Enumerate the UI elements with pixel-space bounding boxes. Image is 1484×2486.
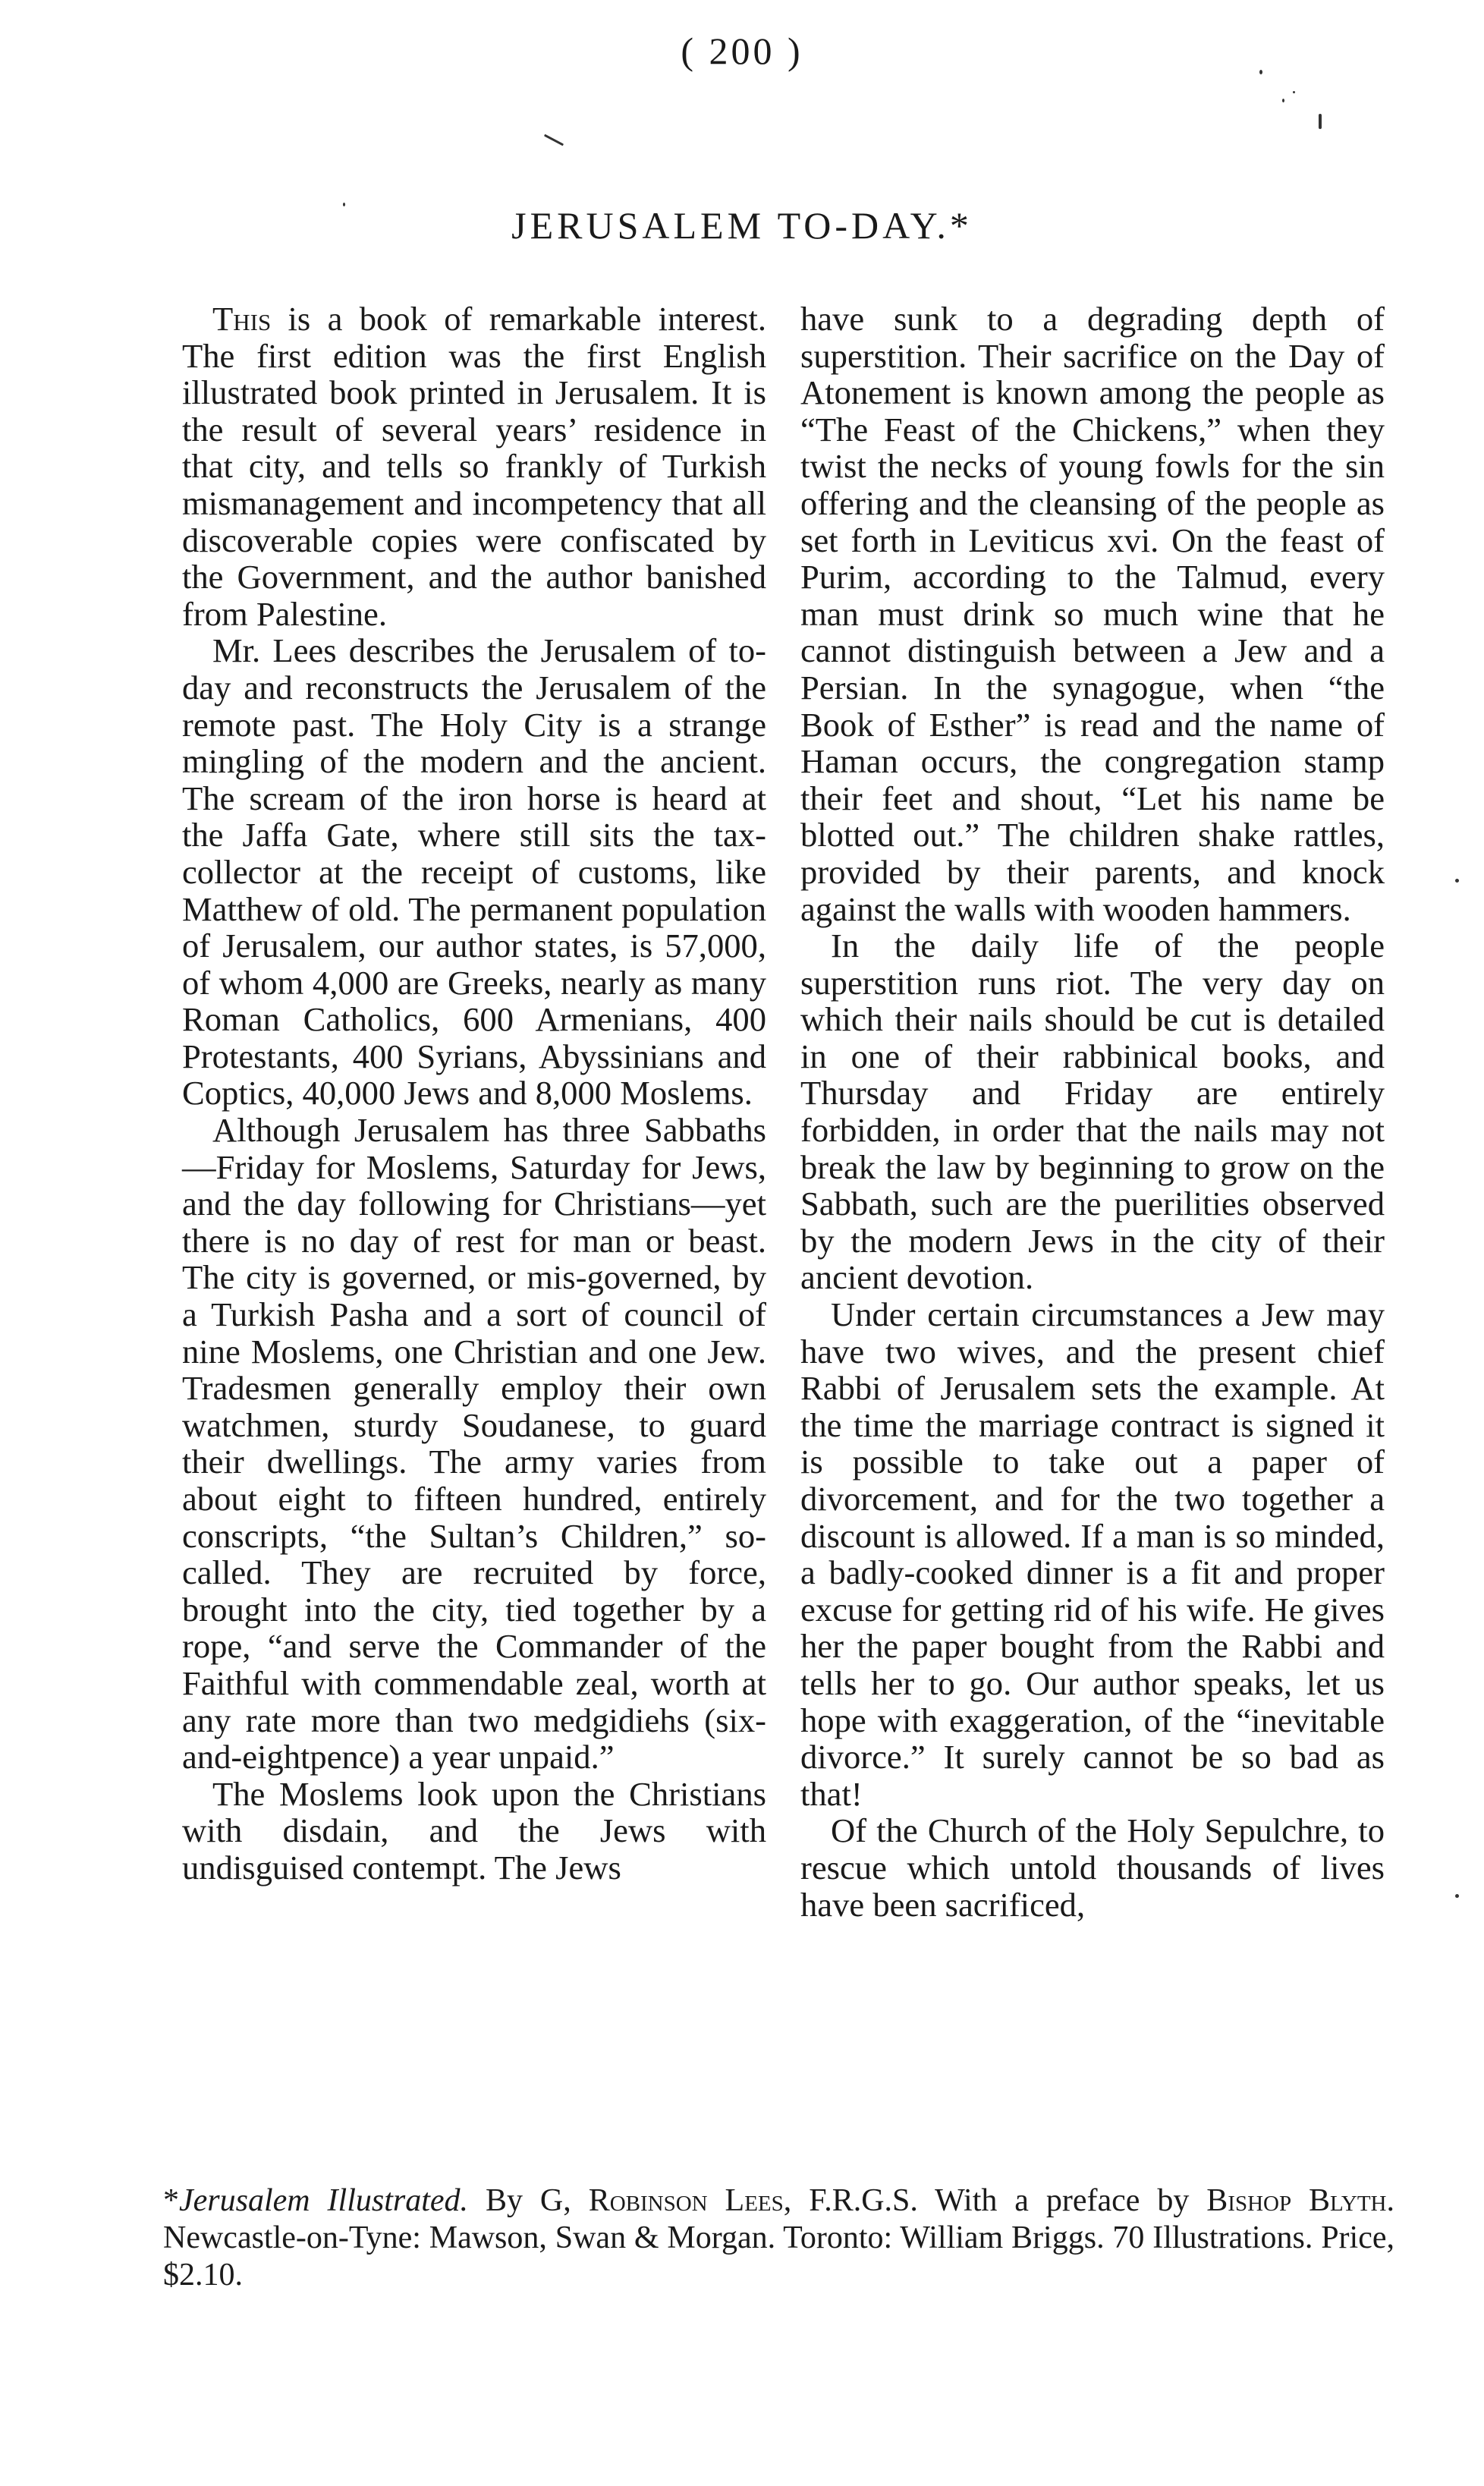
paragraph: Under certain circumstances a Jew may have two wives, and the present chief Rabbi of Jerusalem sets the example. At the time the marriage contract is signed it is possible to take out a paper of divorcement, and for the two together a discount is allowed. If a man is so minded, a badly-cooked dinner is a fit and proper excuse for getting rid of his wife. He gives her the paper bought from the Rabbi and tells her to go. Our author speaks, let us hope with exaggeration, of the “inevitable divorce.” It surely cannot be so bad as that! bbox=[800, 1295, 1385, 1813]
footnote-text: , F.R.G.S. With a preface by bbox=[783, 2183, 1207, 2218]
footnote-preface-author: Bishop Blyth bbox=[1206, 2183, 1387, 2218]
paragraph-text: is a book of remarkable interest. The first edition was the first English illustrated book printed in Jerusalem. It is the result of several years’ residence in that city, and tells so frankly of Turkish mismanagement and incompetency that all discoverable copies were confiscated by the Government, and the author banished from Palestine. bbox=[182, 300, 766, 633]
paragraph: Although Jerusalem has three Sabbaths—Friday for Moslems, Saturday for Jews, and the day following for Christians—yet there is no day of rest for man or beast. The city is governed, or mis-governed, by a Turkish Pasha and a sort of council of nine Moslems, one Christian and one Jew. Tradesmen generally employ their own watchmen, sturdy Soudanese, to guard their dwellings. The army varies from about eight to fifteen hundred, entirely conscripts, “the Sultan’s Children,” so-called. They are recruited by force, brought into the city, tied together by a rope, “and serve the Commander of the Faithful with commendable zeal, worth at any rate more than two medgidiehs (six-and-eightpence) a year unpaid.” bbox=[182, 1111, 766, 1776]
footnote-author: Robinson Lees bbox=[588, 2183, 784, 2218]
paragraph: In the daily life of the people superstition runs riot. The very day on which their nails should be cut is detailed in one of their rabbinical books, and Thursday and Friday are entirely forbidden, in order that the nails may not break the law by beginning to grow on the Sabbath, such are the puerilities observed by the modern Jews in the city of their ancient devotion. bbox=[800, 927, 1385, 1297]
left-column bbox=[182, 301, 766, 1887]
scan-speck bbox=[1293, 91, 1295, 93]
right-column bbox=[800, 301, 1385, 1923]
article-title: JERUSALEM TO-DAY.* bbox=[511, 204, 973, 247]
paragraph: The Moslems look upon the Christians with disdain, and the Jews with undisguised contempt. The Jews bbox=[182, 1774, 766, 1887]
scan-speck bbox=[1455, 1894, 1459, 1898]
footnote-marker: * bbox=[163, 2183, 179, 2218]
paragraph: Mr. Lees describes the Jerusalem of to-day and reconstructs the Jerusalem of the remote past. The Holy City is a strange mingling of the modern and the ancient. The scream of the iron horse is heard at the Jaffa Gate, where still sits the tax-collector at the receipt of customs, like Matthew of old. The permanent population of Jerusalem, our author states, is 57,000, of whom 4,000 are Greeks, nearly as many Roman Catholics, 600 Armenians, 400 Protestants, 400 Syrians, Abyssinians and Coptics, 40,000 Jews and 8,000 Moslems. bbox=[182, 631, 766, 1112]
scan-speck bbox=[343, 203, 345, 206]
paragraph-lead-word: This bbox=[212, 300, 272, 338]
scan-speck bbox=[1319, 114, 1322, 129]
footnote bbox=[163, 2182, 1394, 2294]
scan-speck bbox=[1259, 70, 1262, 74]
footnote-book-title: Jerusalem Illustrated. bbox=[179, 2183, 469, 2218]
paragraph bbox=[182, 301, 766, 632]
paragraph: Of the Church of the Holy Sepulchre, to rescue which untold thousands of lives have been sacrificed, bbox=[800, 1811, 1385, 1924]
footnote-text: By G, bbox=[468, 2183, 589, 2218]
paragraph-continued: have sunk to a degrading depth of superstition. Their sacrifice on the Day of Atonement is known among the people as “The Feast of the Chickens,” when they twist the necks of young fowls for the sin offering and the cleansing of the people as set forth in Leviticus xvi. On the feast of Purim, according to the Talmud, every man must drink so much wine that he cannot distinguish between a Jew and a Persian. In the synagogue, when “the Book of Esther” is read and the name of Haman occurs, the congregation stamp their feet and shout, “Let his name be blotted out.” The children shake rattles, provided by their parents, and knock against the walls with wooden hammers. bbox=[800, 300, 1385, 928]
scan-speck bbox=[544, 134, 564, 146]
scan-speck bbox=[1455, 879, 1459, 883]
page-number: ( 200 ) bbox=[681, 30, 803, 72]
scan-speck bbox=[1282, 99, 1284, 102]
footnote-text: . Newcastle-on-Tyne: Mawson, Swan & Morgan. Toronto: William Briggs. 70 Illustrations. Price, $2.10. bbox=[163, 2183, 1394, 2292]
